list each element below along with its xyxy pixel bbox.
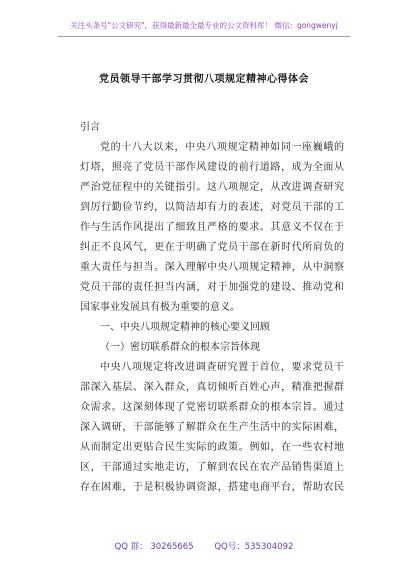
body-line: 一、中央八项规定精神的核心要义回顾 <box>100 322 270 333</box>
body-line: 到厉行勤俭节约，以简洁却有力的表述，对党员干部的工 <box>80 202 344 213</box>
body-line: 严治党征程中的关键指引。这八项规定，从改进调查研究 <box>80 182 344 193</box>
body-line: 作与生活作风提出了细致且严格的要求。其意义不仅在于 <box>80 222 344 233</box>
document-title: 党员领导干部学习贯彻八项规定精神心得体会 <box>99 74 309 85</box>
body-line: （一）密切联系群众的根本宗旨体现 <box>100 342 260 353</box>
document-body <box>80 118 344 498</box>
body-line: 众需求。这深刻体现了党密切联系群众的根本宗旨。通过 <box>80 402 344 413</box>
body-line: 从而制定出更贴合民生实际的政策。例如，在一些农村地 <box>80 442 344 453</box>
body-line: 国家事业发展具有极为重要的意义。 <box>80 302 240 313</box>
body-line: 中央八项规定将改进调查研究置于首位，要求党员干 <box>100 362 344 373</box>
body-line: 存在困难，于是积极协调资源，搭建电商平台，帮助农民 <box>80 482 344 493</box>
body-line: 区，干部通过实地走访，了解到农民在农产品销售渠道上 <box>80 462 344 473</box>
body-line: 部深入基层、深入群众，真切倾听百姓心声，精准把握群 <box>80 382 344 393</box>
body-line: 纠正不良风气，更在于明确了党员干部在新时代所肩负的 <box>80 242 344 253</box>
body-line: 党的十八大以来，中央八项规定精神如同一座巍峨的 <box>100 142 344 153</box>
footer-qq-group: QQ 群： 30265665 <box>114 542 194 552</box>
footer-contact <box>0 540 408 552</box>
body-line: 引言 <box>80 122 100 133</box>
footer-qq-number: QQ号：535304092 <box>214 542 294 552</box>
header-divider <box>58 36 350 37</box>
body-line: 党员干部的责任担当内涵，对于加强党的建设、推动党和 <box>80 282 344 293</box>
body-line: 重大责任与担当。深入理解中央八项规定精神，从中洞察 <box>80 262 344 273</box>
body-line: 深入调研，干部能够了解群众在生产生活中的实际困难， <box>80 422 344 433</box>
body-line: 灯塔，照亮了党员干部作风建设的前行道路，成为全面从 <box>80 162 344 173</box>
header-note: 关注头条号"公文研究"，获得最新最全最专业的公文资料库！ 微信：gongwenyj <box>70 21 338 30</box>
